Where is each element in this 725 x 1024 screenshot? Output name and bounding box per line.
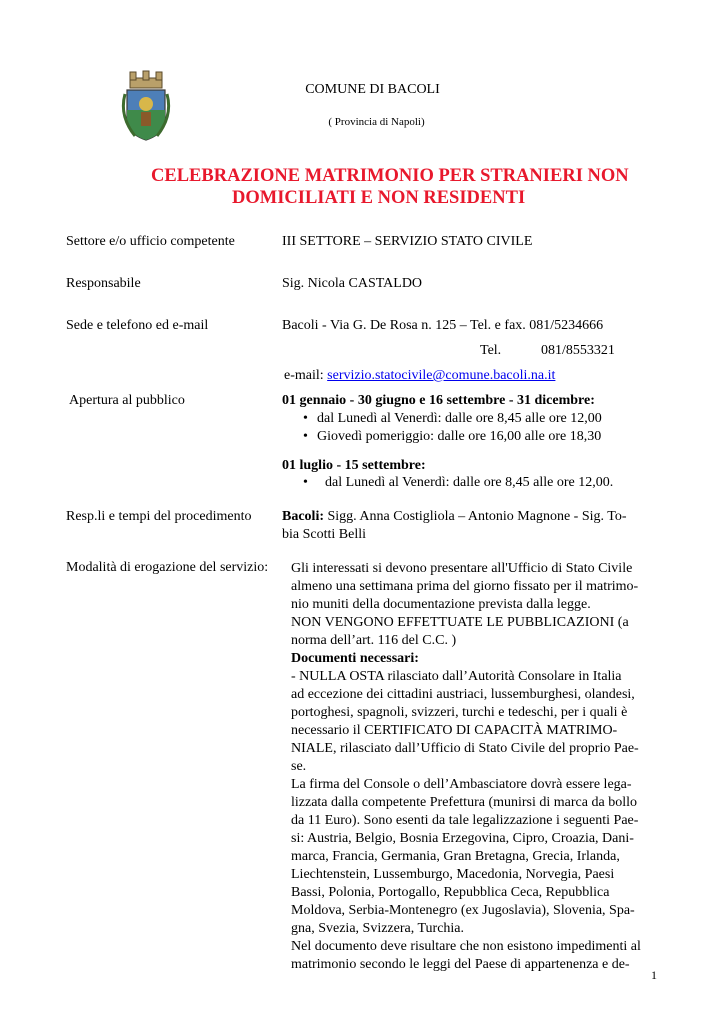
service-line: La firma del Console o dell’Ambasciatore dovrà essere lega- <box>291 777 632 792</box>
email-link[interactable]: servizio.statocivile@comune.bacoli.na.it <box>327 368 556 383</box>
service-line: gna, Svezia, Svizzera, Turchia. <box>291 921 465 936</box>
period1-item <box>303 410 602 428</box>
period1-item <box>303 428 601 446</box>
period2-title: 01 luglio - 15 settembre: <box>282 458 426 473</box>
resp-label: Resp.li e tempi del procedimento <box>66 509 252 524</box>
page-number: 1 <box>651 968 657 982</box>
resp-value-line-1 <box>282 508 627 526</box>
service-line: almeno una settimana prima del giorno fissato per il matrimo- <box>291 579 639 594</box>
service-line: - NULLA OSTA rilasciato dall’Autorità Consolare in Italia <box>291 669 622 684</box>
responsabile-label: Responsabile <box>66 276 141 291</box>
sede-label: Sede e telefono ed e-mail <box>66 318 209 333</box>
service-line: lizzata dalla competente Prefettura (munirsi di marca da bollo <box>291 795 637 810</box>
email-label: e-mail: <box>284 368 324 383</box>
bullet-icon: • <box>303 475 308 490</box>
service-line: Documenti necessari: <box>291 651 419 666</box>
modalita-label: Modalità di erogazione del servizio: <box>66 560 269 575</box>
service-line: necessario il CERTIFICATO DI CAPACITÀ MATRIMO- <box>291 723 618 738</box>
resp-value-line-2: bia Scotti Belli <box>282 527 366 542</box>
bullet-icon: • <box>303 429 308 444</box>
period2-item-text: dal Lunedì al Venerdì: dalle ore 8,45 alle ore 12,00. <box>325 475 614 490</box>
sede-value: Bacoli - Via G. De Rosa n. 125 – Tel. e fax. 081/5234666 <box>282 318 604 333</box>
resp-names: Sigg. Anna Costigliola – Antonio Magnone - Sig. To- <box>324 509 627 524</box>
service-line: NIALE, rilasciato dall’Ufficio di Stato Civile del proprio Pae- <box>291 741 639 756</box>
tel-label: Tel. <box>480 343 502 358</box>
document-title-line-2: DOMICILIATI E NON RESIDENTI <box>232 188 526 208</box>
email-row <box>284 367 555 385</box>
service-line: Moldova, Serbia-Montenegro (ex Jugoslavia), Slovenia, Spa- <box>291 903 635 918</box>
service-line: norma dell’art. 116 del C.C. ) <box>291 633 457 648</box>
service-line: matrimonio secondo le leggi del Paese di appartenenza e de- <box>291 957 630 972</box>
service-line: Bassi, Polonia, Portogallo, Repubblica Ceca, Repubblica <box>291 885 610 900</box>
responsabile-value: Sig. Nicola CASTALDO <box>282 276 423 291</box>
service-line: da 11 Euro). Sono esenti da tale legalizzazione i seguenti Pae- <box>291 813 639 828</box>
settore-value: III SETTORE – SERVIZIO STATO CIVILE <box>282 234 533 249</box>
service-line: se. <box>291 759 307 774</box>
service-line: marca, Francia, Germania, Gran Bretagna, Grecia, Irlanda, <box>291 849 620 864</box>
service-line: portoghesi, spagnoli, svizzeri, turchi e tedeschi, per i quali è <box>291 705 628 720</box>
apertura-label: Apertura al pubblico <box>69 393 185 408</box>
service-line: Nel documento deve risultare che non esistono impedimenti al <box>291 939 641 954</box>
period1-item-text: dal Lunedì al Venerdì: dalle ore 8,45 alle ore 12,00 <box>317 411 602 426</box>
settore-label: Settore e/o ufficio competente <box>66 234 235 249</box>
period1-item-text: Giovedì pomeriggio: dalle ore 16,00 alle ore 18,30 <box>317 429 602 444</box>
service-line: NON VENGONO EFFETTUATE LE PUBBLICAZIONI (a <box>291 615 629 630</box>
service-line: nio muniti della documentazione prevista dalla legge. <box>291 597 591 612</box>
service-line: ad eccezione dei cittadini austriaci, lussemburghesi, olandesi, <box>291 687 635 702</box>
period1-title: 01 gennaio - 30 giugno e 16 settembre - 31 dicembre: <box>282 393 595 408</box>
service-line: si: Austria, Belgio, Bosnia Erzegovina, Cipro, Croazia, Dani- <box>291 831 634 846</box>
resp-location: Bacoli: <box>282 509 324 524</box>
document-title-line-1: CELEBRAZIONE MATRIMONIO PER STRANIERI NON <box>151 166 629 186</box>
tel-value: 081/8553321 <box>541 343 615 358</box>
period2-item <box>303 474 613 492</box>
service-line: Gli interessati si devono presentare all'Ufficio di Stato Civile <box>291 561 633 576</box>
organization-name: COMUNE DI BACOLI <box>305 82 440 97</box>
province-name: ( Provincia di Napoli) <box>328 116 425 128</box>
bullet-icon: • <box>303 411 308 426</box>
service-description <box>291 560 659 974</box>
service-line: Liechtenstein, Lussemburgo, Macedonia, Norvegia, Paesi <box>291 867 615 882</box>
